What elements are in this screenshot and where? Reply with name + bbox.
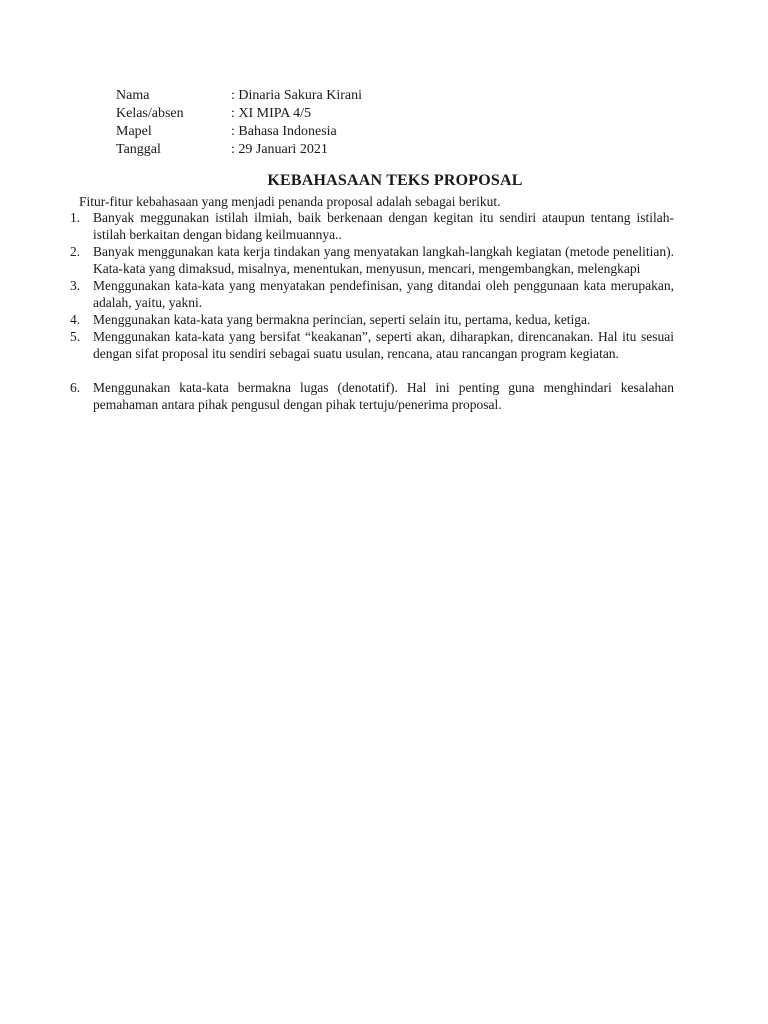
list-item <box>70 328 674 362</box>
list-item <box>70 311 674 328</box>
info-row-tanggal <box>116 141 362 159</box>
info-value: : 29 Januari 2021 <box>231 142 328 157</box>
list-number: 3. <box>70 278 81 293</box>
list-text: Banyak meggunakan istilah ilmiah, baik berkenaan dengan kegitan itu sendiri ataupun tentang istilah-istilah berkaitan dengan bidang keilmuannya.. <box>93 210 674 242</box>
list-item <box>70 243 674 277</box>
list-text: Menggunakan kata-kata yang bersifat “keakanan”, seperti akan, diharapkan, direncanakan. Hal itu sesuai dengan sifat proposal itu sendiri sebagai suatu usulan, rencana, atau rancangan program kegiatan. <box>93 329 674 361</box>
intro-paragraph: Fitur-fitur kebahasaan yang menjadi penanda proposal adalah sebagai berikut. <box>79 194 501 209</box>
student-info-block <box>116 87 362 159</box>
info-value: : Dinaria Sakura Kirani <box>231 88 363 103</box>
list-number: 5. <box>70 329 81 344</box>
info-label: Kelas/absen <box>116 106 184 121</box>
list-item <box>70 209 674 243</box>
list-item <box>70 379 674 413</box>
list-text: Banyak menggunakan kata kerja tindakan yang menyatakan langkah-langkah kegiatan (metode penelitian). Kata-kata yang dimaksud, misalnya, menentukan, menyusun, mencari, mengembangkan, melengkapi <box>93 244 674 276</box>
list-number: 6. <box>70 380 81 395</box>
info-label: Mapel <box>116 124 152 139</box>
info-label: Nama <box>116 88 150 103</box>
list-text: Menggunakan kata-kata bermakna lugas (denotatif). Hal ini penting guna menghindari kesalahan pemahaman antara pihak pengusul dengan pihak tertuju/penerima proposal. <box>93 380 674 412</box>
info-row-kelas <box>116 105 362 123</box>
info-value: : Bahasa Indonesia <box>231 124 337 139</box>
list-number: 2. <box>70 244 81 259</box>
info-label: Tanggal <box>116 142 161 157</box>
info-value: : XI MIPA 4/5 <box>231 106 312 121</box>
list-text: Menggunakan kata-kata yang menyatakan pendefinisan, yang ditandai oleh penggunaan kata merupakan, adalah, yaitu, yakni. <box>93 278 674 310</box>
info-row-nama <box>116 87 362 105</box>
info-row-mapel <box>116 123 362 141</box>
list-text: Menggunakan kata-kata yang bermakna perincian, seperti selain itu, pertama, kedua, ketiga. <box>93 312 591 327</box>
feature-list <box>70 209 674 413</box>
list-item <box>70 277 674 311</box>
list-number: 1. <box>70 210 81 225</box>
list-number: 4. <box>70 312 81 327</box>
document-title: KEBAHASAAN TEKS PROPOSAL <box>267 172 523 189</box>
